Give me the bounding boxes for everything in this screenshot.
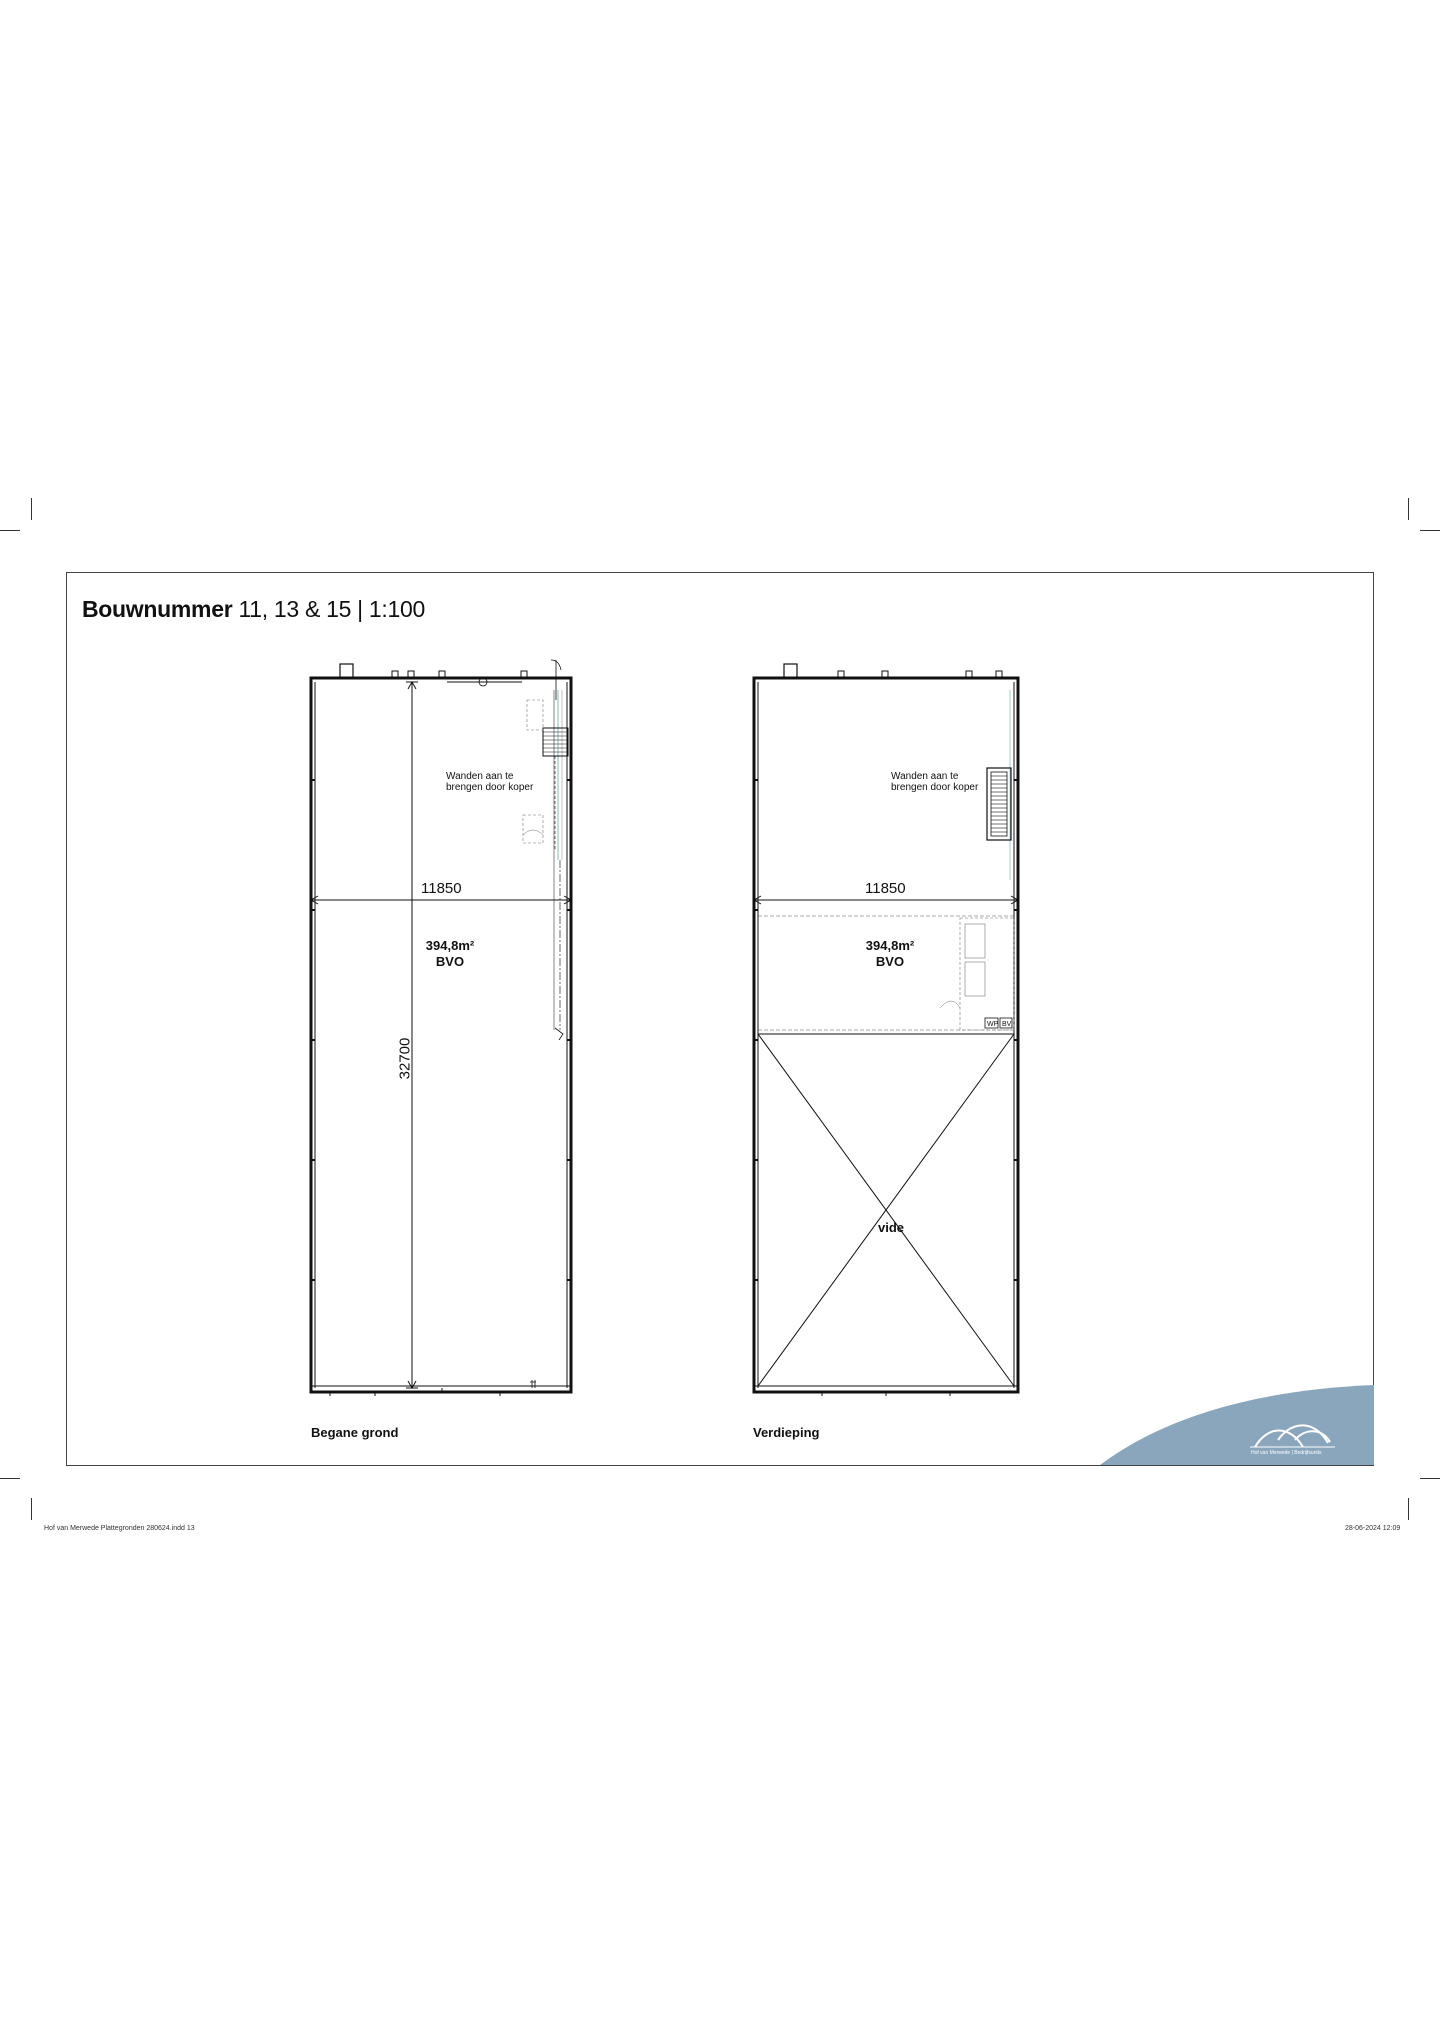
upper-area-value: 394,8m² xyxy=(865,938,915,953)
title-bold: Bouwnummer xyxy=(82,596,233,622)
ground-note-line1: Wanden aan te xyxy=(446,771,514,782)
upper-width-dimension: 11850 xyxy=(865,880,906,897)
upper-floor-plan xyxy=(754,664,1018,1396)
void-label: vide xyxy=(878,1220,905,1235)
ground-note-line2: brengen door koper xyxy=(446,782,534,793)
ground-length-dimension: 32700 xyxy=(396,1037,414,1080)
ground-area xyxy=(418,938,482,970)
upper-note-line1: Wanden aan te xyxy=(891,771,959,782)
wp-label: WP xyxy=(987,1021,999,1028)
upper-area xyxy=(858,938,922,970)
ground-floor-name: Begane grond xyxy=(311,1425,399,1440)
title-rest: 11, 13 & 15 | 1:100 xyxy=(238,596,425,622)
footer-datetime: 28-06-2024 12:09 xyxy=(1345,1525,1401,1532)
brand-logo-text: Hof van Merwede | Bedrijfsunits xyxy=(1251,1450,1322,1456)
ground-area-type: BVO xyxy=(435,954,465,969)
bv-label: BV xyxy=(1002,1021,1012,1028)
ground-width-dimension: 11850 xyxy=(421,880,462,897)
upper-floor-name: Verdieping xyxy=(753,1425,820,1440)
upper-area-type: BVO xyxy=(875,954,905,969)
brand-band xyxy=(1100,1380,1374,1465)
upper-floor-note xyxy=(891,771,978,793)
upper-note-line2: brengen door koper xyxy=(891,782,979,793)
ground-area-value: 394,8m² xyxy=(425,938,475,953)
footer-file: Hof van Merwede Plattegronden 280624.indd 13 xyxy=(44,1525,195,1532)
ground-floor-note xyxy=(446,771,533,793)
